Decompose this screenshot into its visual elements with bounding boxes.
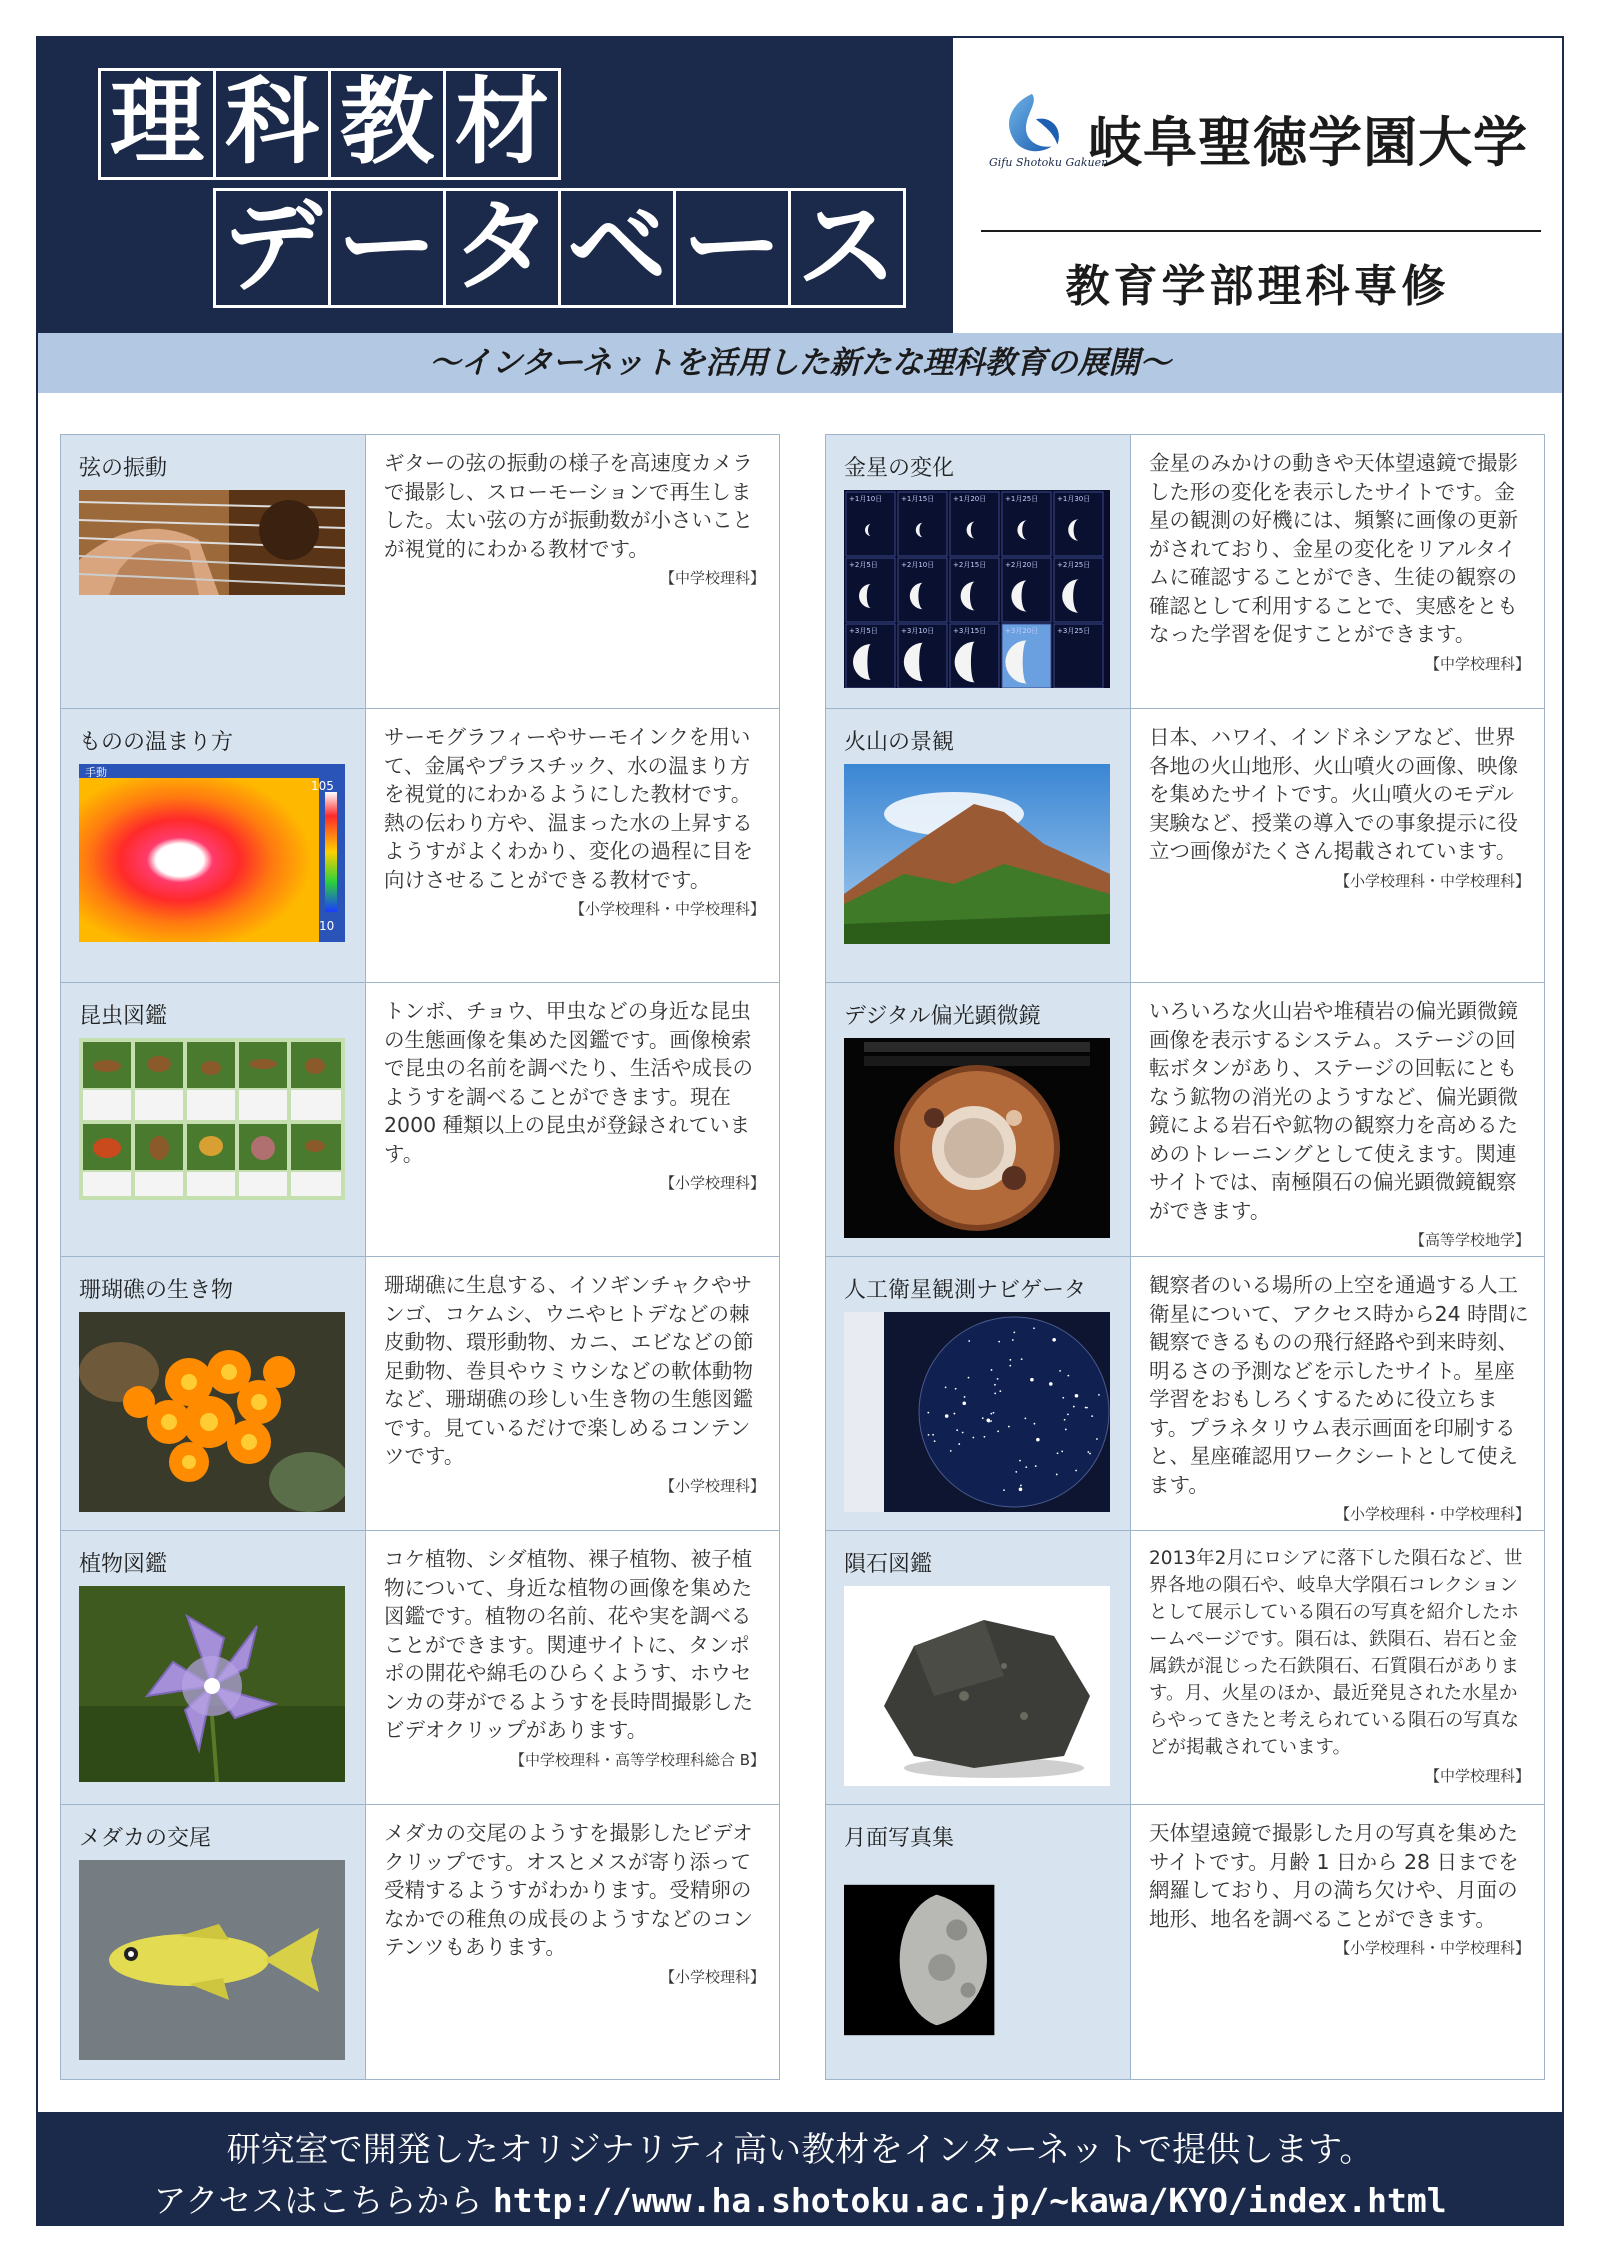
star-dot [1033, 1327, 1035, 1329]
star-dot [1075, 1470, 1077, 1472]
card-medaka[interactable] [61, 1805, 779, 2079]
card-title: 昆虫図鑑 [79, 1004, 168, 1029]
card-title: 火山の景観 [844, 730, 955, 755]
footer-url-link[interactable]: http://www.ha.shotoku.ac.jp/~kawa/KYO/index.html [492, 2181, 1447, 2220]
card-coral-reef[interactable] [61, 1257, 779, 1531]
star-dot [1025, 1466, 1027, 1468]
star-dot [968, 1340, 970, 1342]
star-dot [982, 1417, 984, 1419]
venus-date-label: +3月5日 [849, 627, 878, 635]
card-description: サーモグラフィーやサーモインクを用いて、金属やプラスチック、水の温まり方を視覚的にわかるようにした教材です。熱の伝わり方や、温まった水の上昇するようすがよくわかり、変化の過程に目を向けさせることができる教材です。 [384, 725, 753, 892]
title-char: ス [788, 188, 906, 308]
star-dot [1075, 1394, 1079, 1398]
star-dot [1008, 1426, 1010, 1428]
star-dot [1059, 1370, 1061, 1372]
star-dot [955, 1388, 957, 1390]
grade-tag: 【中学校理科・高等学校理科総合 B】 [509, 1750, 765, 1769]
star-dot [1067, 1413, 1069, 1415]
star-dot [956, 1429, 958, 1431]
star-dot [945, 1414, 949, 1418]
venus-date-label: +1月30日 [1057, 495, 1091, 503]
star-dot [1009, 1365, 1011, 1367]
grade-tag: 【小学校理科・中学校理科】 [1334, 871, 1530, 890]
card-string-vibration[interactable] [61, 435, 779, 709]
card-description: 天体望遠鏡で撮影した月の写真を集めたサイトです。月齢 1 日から 28 日までを網羅しており、月の満ち欠けや、月面の地形、地名を調べることができます。 [1149, 1821, 1519, 1931]
venus-date-label: +2月10日 [901, 561, 935, 569]
card-description: 日本、ハワイ、インドネシアなど、世界各地の火山地形、火山噴火の画像、映像を集めたサイトです。火山噴火のモデル実験など、授業の導入での事象提示に役立つ画像がたくさん掲載されています。 [1149, 725, 1518, 863]
star-dot [1096, 1438, 1098, 1440]
card-description: 観察者のいる場所の上空を通過する人工衛星について、アクセス時から24 時間に観察できるものの飛行経路や到来時刻、明るさの予測などを示したサイト。星座学習をおもしろくするために役立ちます。プラネタリウム表示画面を印刷すると、星座確認用ワークシートとして使えます。 [1149, 1273, 1529, 1497]
star-dot [1035, 1465, 1037, 1467]
grade-tag: 【小学校理科】 [659, 1476, 765, 1495]
star-dot [954, 1413, 956, 1415]
footer-banner [38, 2112, 1562, 2224]
card-description: 金星のみかけの動きや天体望遠鏡で撮影した形の変化を表示したサイトです。金星の観測の好機には、頻繁に画像の更新がされており、金星の変化をリアルタイムに確認することができ、生徒の観察の確認として利用することで、実感をともなった学習を促すことができます。 [1149, 451, 1518, 646]
star-dot [958, 1443, 960, 1445]
venus-date-label: +1月15日 [901, 495, 935, 503]
venus-date-label: +1月20日 [953, 495, 987, 503]
grade-tag: 【小学校理科】 [659, 1174, 765, 1192]
star-dot [990, 1413, 992, 1415]
title-line-2 [213, 188, 903, 308]
card-plant-guide[interactable] [61, 1531, 779, 1805]
star-dot [984, 1436, 986, 1438]
title-line-1 [98, 68, 558, 180]
star-dot [1049, 1382, 1053, 1386]
insect-grid-image [79, 1038, 345, 1200]
card-moon-photos[interactable] [826, 1805, 1544, 2079]
card-insect-guide[interactable] [61, 983, 779, 1257]
star-dot [950, 1450, 952, 1452]
card-description: 珊瑚礁に生息する、イソギンチャクやサンゴ、コケムシ、ウニやヒトデなどの棘皮動物、環形動物、カニ、エビなどの節足動物、巻貝やウミウシなどの軟体動物など、珊瑚礁の珍しい生き物の生態図鑑です。見ているだけで楽しめるコンテンツです。 [384, 1273, 754, 1468]
star-dot [1020, 1485, 1022, 1487]
logo-caption: Gifu Shotoku Gakuen [989, 156, 1109, 169]
card-title: ものの温まり方 [79, 730, 234, 755]
left-card-column [60, 434, 780, 2080]
grade-tag: 【小学校理科】 [659, 1967, 765, 1986]
star-dot [1052, 1338, 1056, 1342]
grade-tag: 【小学校理科・中学校理科】 [569, 900, 765, 918]
card-title: 金星の変化 [844, 456, 955, 481]
title-char: 科 [213, 68, 331, 180]
star-dot [932, 1434, 934, 1436]
card-description: 2013年2月にロシアに落下した隕石など、世界各地の隕石や、岐阜大学隕石コレクションとして展示している隕石の写真を紹介したホームページです。隕石は、鉄隕石、岩石と金属鉄が混じった石鉄隕石、石質隕石があります。月、火星のほか、最近発見された水星からやってきたと考えられている隕石の写真などが掲載されています。 [1149, 1548, 1523, 1758]
star-dot [997, 1430, 999, 1432]
star-dot [927, 1412, 929, 1414]
star-dot [1061, 1450, 1063, 1452]
star-dot [1065, 1429, 1067, 1431]
star-dot [1062, 1397, 1064, 1399]
title-char: ー [673, 188, 791, 308]
card-title: 弦の振動 [79, 456, 168, 481]
star-dot [1019, 1488, 1023, 1492]
star-dot [962, 1401, 966, 1405]
microscope-view-image [844, 1038, 1110, 1238]
footer-message: 研究室で開発したオリジナリティ高い教材をインターネットで提供します。 [226, 2130, 1374, 2170]
star-dot [964, 1396, 966, 1398]
star-dot [1091, 1415, 1093, 1417]
footer-access-line [38, 2175, 1562, 2222]
star-dot [1056, 1474, 1058, 1476]
card-title: 人工衛星観測ナビゲータ [844, 1278, 1087, 1303]
star-dot [1036, 1438, 1040, 1442]
venus-date-label: +3月15日 [953, 627, 987, 635]
star-dot [1089, 1453, 1091, 1455]
footer-access-label: アクセスはこちらから [153, 2181, 493, 2220]
moon-image [844, 1860, 1044, 2060]
star-dot [994, 1384, 996, 1386]
star-dot [988, 1421, 990, 1423]
card-volcano[interactable] [826, 709, 1544, 983]
star-dot [997, 1378, 999, 1380]
title-char: デ [213, 188, 331, 308]
grade-tag: 【中学校理科】 [659, 569, 765, 587]
star-dot [993, 1412, 995, 1414]
card-title: デジタル偏光顕微鏡 [844, 1004, 1041, 1029]
star-dot [1013, 1331, 1015, 1333]
star-dot [1030, 1378, 1034, 1382]
grade-tag: 【中学校理科】 [1424, 1767, 1530, 1785]
balloon-flower-image [79, 1586, 345, 1782]
grade-tag: 【小学校理科・中学校理科】 [1334, 1939, 1530, 1957]
card-polarizing-microscope[interactable] [826, 983, 1544, 1257]
star-dot [968, 1377, 970, 1379]
card-description: いろいろな火山岩や堆積岩の偏光顕微鏡画像を表示するシステム。ステージの回転ボタンがあり、ステージの回転にともなう鉱物の消光のようすなど、偏光顕微鏡による岩石や鉱物の観察力を高めるためのトレーニングとして使えます。関連サイトでは、南極隕石の偏光顕微鏡観察ができます。 [1149, 999, 1518, 1223]
star-dot [1015, 1471, 1017, 1473]
venus-date-label: +3月25日 [1057, 627, 1091, 635]
grade-tag: 【小学校理科・中学校理科】 [1334, 1505, 1530, 1523]
venus-date-label: +3月20日 [1005, 627, 1039, 635]
star-dot [972, 1437, 974, 1439]
star-dot [945, 1387, 947, 1389]
star-dot [934, 1440, 936, 1442]
grade-tag: 【中学校理科】 [1424, 654, 1530, 673]
title-char: タ [443, 188, 561, 308]
card-description: トンボ、チョウ、甲虫などの身近な昆虫の生態画像を集めた図鑑です。画像検索で昆虫の名前を調べたり、生活や成長のようすを調べることができます。現在 2000 種類以上の昆虫が登録されています。 [384, 999, 753, 1166]
svg-text:手動: 手動 [85, 766, 107, 779]
star-dot [1086, 1407, 1088, 1409]
svg-text:10: 10 [319, 919, 335, 933]
card-title: 隕石図鑑 [844, 1552, 933, 1577]
venus-date-label: +2月5日 [849, 561, 878, 569]
star-dot [990, 1420, 992, 1422]
star-dot [1012, 1339, 1014, 1341]
card-meteorite-guide[interactable] [826, 1531, 1544, 1805]
star-dot [1021, 1358, 1023, 1360]
star-dot [1024, 1418, 1026, 1420]
star-dot [1009, 1359, 1011, 1361]
title-char: ー [328, 188, 446, 308]
star-chart-image [844, 1312, 1110, 1512]
card-description: メダカの交尾のようすを撮影したビデオクリップです。オスとメスが寄り添って受精するようすがわかります。受精卵のなかでの稚魚の成長のようすなどのコンテンツもあります。 [384, 1821, 753, 1959]
department-name: 教育学部理科専修 [1065, 261, 1450, 312]
star-dot [1098, 1394, 1100, 1396]
card-description: コケ植物、シダ植物、裸子植物、被子植物について、身近な植物の画像を集めた図鑑です。植物の名前、花や実を調べることができます。関連サイトに、タンポポの開花や綿毛のひらくようす、ホウセンカの芽がでるようすを長時間撮影したビデオクリップがあります。 [384, 1547, 753, 1742]
star-dot [1057, 1452, 1059, 1454]
svg-text:105: 105 [311, 779, 334, 793]
university-name: 岐阜聖徳学園大学 [1088, 111, 1528, 174]
star-dot [1003, 1489, 1005, 1491]
card-title: 月面写真集 [844, 1826, 955, 1851]
venus-date-label: +3月10日 [901, 627, 935, 635]
right-card-column [825, 434, 1545, 2080]
subtitle-banner: 〜インターネットを活用した新たな理科教育の展開〜 [38, 333, 1562, 393]
venus-date-label: +2月15日 [953, 561, 987, 569]
star-dot [1067, 1375, 1069, 1377]
title-char: 教 [328, 68, 446, 180]
guitar-strings-image [79, 490, 345, 595]
card-title: 珊瑚礁の生き物 [79, 1278, 234, 1303]
venus-date-label: +2月25日 [1057, 561, 1091, 569]
venus-phase-grid-image [844, 490, 1110, 688]
venus-date-label: +2月20日 [1005, 561, 1039, 569]
card-title: 植物図鑑 [79, 1552, 168, 1577]
venus-date-label: +1月10日 [849, 495, 883, 503]
card-venus-phases[interactable] [826, 435, 1544, 709]
header-divider [981, 230, 1541, 232]
card-title: メダカの交尾 [79, 1826, 212, 1851]
thermography-image [79, 764, 345, 942]
star-dot [1019, 1460, 1021, 1462]
card-heat-transfer[interactable] [61, 709, 779, 983]
star-dot [998, 1341, 1000, 1343]
header-title-panel [38, 38, 953, 333]
star-dot [994, 1393, 996, 1395]
star-dot [999, 1390, 1001, 1392]
star-dot [962, 1432, 964, 1434]
star-dot [1087, 1451, 1089, 1453]
star-dot [991, 1369, 993, 1371]
title-char: ベ [558, 188, 676, 308]
title-char: 材 [443, 68, 561, 180]
star-dot [1073, 1406, 1075, 1408]
header-university-panel [953, 38, 1562, 333]
star-dot [1064, 1419, 1066, 1421]
coral-reef-image [79, 1312, 345, 1512]
grade-tag: 【高等学校地学】 [1409, 1231, 1530, 1249]
star-dot [928, 1434, 930, 1436]
volcano-image [844, 764, 1110, 944]
meteorite-image [844, 1586, 1110, 1786]
card-satellite-navigator[interactable] [826, 1257, 1544, 1531]
card-description: ギターの弦の振動の様子を高速度カメラで撮影し、スローモーションで再生しました。太い弦の方が振動数が小さいことが視覚的にわかる教材です。 [384, 451, 753, 561]
star-dot [1034, 1423, 1036, 1425]
medaka-fish-image [79, 1860, 345, 2060]
venus-date-label: +1月25日 [1005, 495, 1039, 503]
title-char: 理 [98, 68, 216, 180]
